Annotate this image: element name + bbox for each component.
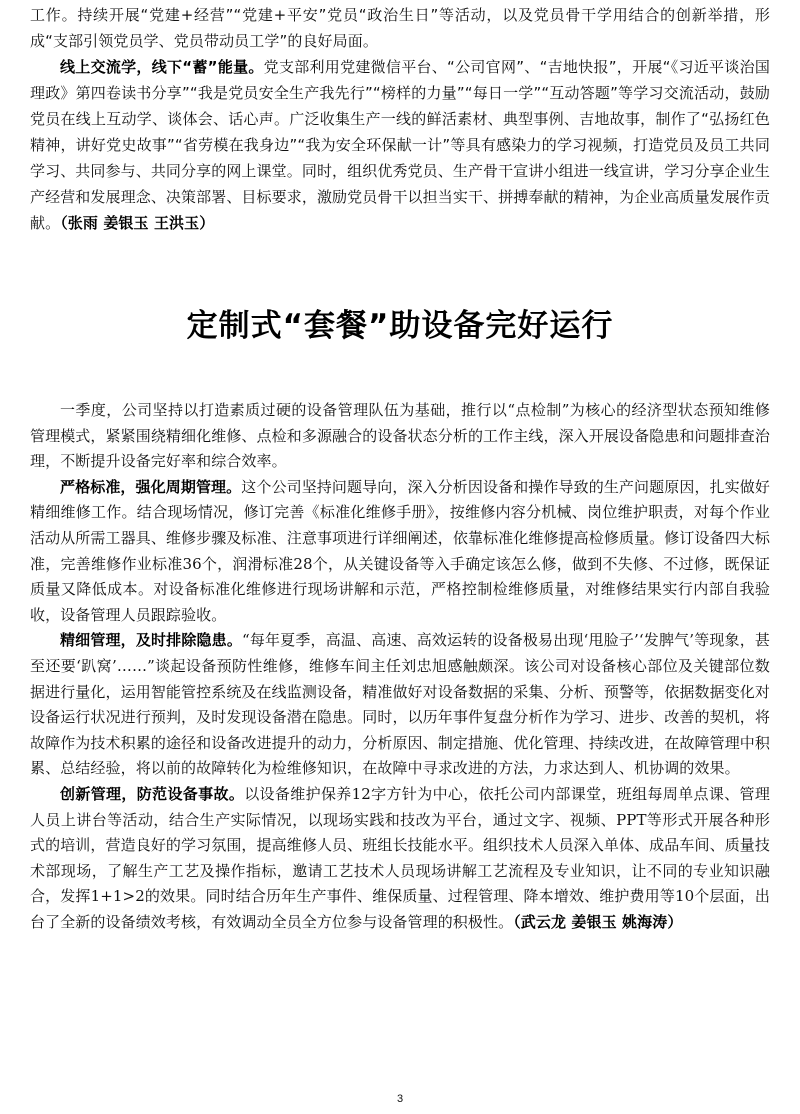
page-number: 3 bbox=[396, 1093, 404, 1105]
paragraph-text: 党支部利用党建微信平台、“公司官网”、“吉地快报”，开展“《习近平谈治国理政》第四卷读书分享”“我是党员安全生产我先行”“榜样的力量”“每日一学”“互动答题”等学习交流活动，鼓励党员在线上互动学、谈体会、话心声。广泛收集生产一线的鲜活素材、典型事例、吉地故事，制作了“弘扬红色精神，讲好党史故事”“省劳模在我身边”“我为安全环保献一计”等具有感染力的学习视频，打造党员及员工共同学习、共同参与、共同分享的网上课堂。同时，组织优秀党员、生产骨干宣讲小组进一线宣讲，学习分享企业生产经营和发展理念、决策部署、目标要求，激励党员骨干以担当实干、拼搏奉献的精神，为企业高质量发展作贡献。 bbox=[30, 58, 770, 232]
paragraph bbox=[30, 2, 770, 54]
section-text: 以设备维护保养12字方针为中心，依托公司内部课堂，班组每周单点课、管理人员上讲台等活动，结合生产实际情况，以现场实践和技改为平台，通过文字、视频、PPT等形式开展各种形式的培训，营造良好的学习氛围，提高维修人员、班组长技能水平。组织技术人员深入单体、成品车间、质量技术部现场，了解生产工艺及操作指标，邀请工艺技术人员现场讲解工艺流程及专业知识，让不同的专业知识融合，发挥1+1>2的效果。同时结合历年生产事件、维保质量、过程管理、降本增效、维护费用等10个层面，出台了全新的设备绩效考核，有效调动全员全方位参与设备管理的积极性。 bbox=[30, 784, 771, 931]
article-body bbox=[30, 398, 770, 935]
paragraph bbox=[30, 54, 770, 236]
previous-article-continuation bbox=[30, 2, 770, 236]
intro-paragraph bbox=[30, 398, 770, 475]
section-lead: 严格标准，强化周期管理。 bbox=[60, 477, 242, 496]
section-paragraph bbox=[30, 628, 770, 782]
section-text: “每年夏季，高温、高速、高效运转的设备极易出现‘甩脸子’‘发脾气’等现象，甚至还要‘趴窝’……”谈起设备预防性维修，维修车间主任刘忠旭感触颇深。该公司对设备核心部位及关键部位数据进行量化，运用智能管控系统及在线监测设备，精准做好对设备数据的采集、分析、预警等，依据数据变化对设备运行状况进行预判，及时发现设备潜在隐患。同时，以历年事件复盘分析作为学习、进步、改善的契机，将故障作为技术积累的途径和设备改进提升的动力，分析原因、制定措施、优化管理、持续改进，在故障管理中积累、总结经验，将以前的故障转化为检维修知识，在故障中寻求改进的方法，力求达到人、机协调的效果。 bbox=[30, 631, 770, 778]
section-lead: 精细管理，及时排除隐患。 bbox=[60, 631, 243, 650]
section-lead: 创新管理，防范设备事故。 bbox=[60, 784, 245, 803]
paragraph-lead: 线上交流学，线下“蓄”能量。 bbox=[60, 58, 264, 76]
paragraph-text: 一季度，公司坚持以打造素质过硬的设备管理队伍为基础，推行以“点检制”为核心的经济型状态预知维修管理模式，紧紧围绕精细化维修、点检和多源融合的设备状态分析的工作主线，深入开展设备隐患和问题排查治理，不断提升设备完好率和综合效率。 bbox=[30, 401, 770, 471]
section-paragraph bbox=[30, 475, 770, 629]
section-text: 这个公司坚持问题导向，深入分析因设备和操作导致的生产问题原因，扎实做好精细维修工作。结合现场情况，修订完善《标准化维修手册》，按维修内容分机械、岗位维护职责，对每个作业活动从所需工器具、维修步骤及标准、注意事项进行详细阐述，依靠标准化维修提高检修质量。修订设备四大标准，完善维修作业标准36个，润滑标准28个，从关键设备等入手确定该怎么修，做到不失修、不过修，既保证质量又降低成本。对设备标准化维修进行现场讲解和示范，严格控制检维修质量，对维修结果实行内部自我验收，设备管理人员跟踪验收。 bbox=[30, 477, 770, 624]
section-paragraph bbox=[30, 782, 770, 936]
article-title: 定制式“套餐”助设备完好运行 bbox=[186, 308, 614, 344]
author-byline: （张雨 姜银玉 王洪玉） bbox=[60, 214, 215, 232]
author-byline: （武云龙 姜银玉 姚海涛） bbox=[513, 912, 683, 931]
paragraph-text: 工作。持续开展“党建+经营”“党建+平安”党员“政治生日”等活动，以及党员骨干学用结合的创新举措，形成“支部引领党员学、党员带动员工学”的良好局面。 bbox=[30, 6, 770, 50]
